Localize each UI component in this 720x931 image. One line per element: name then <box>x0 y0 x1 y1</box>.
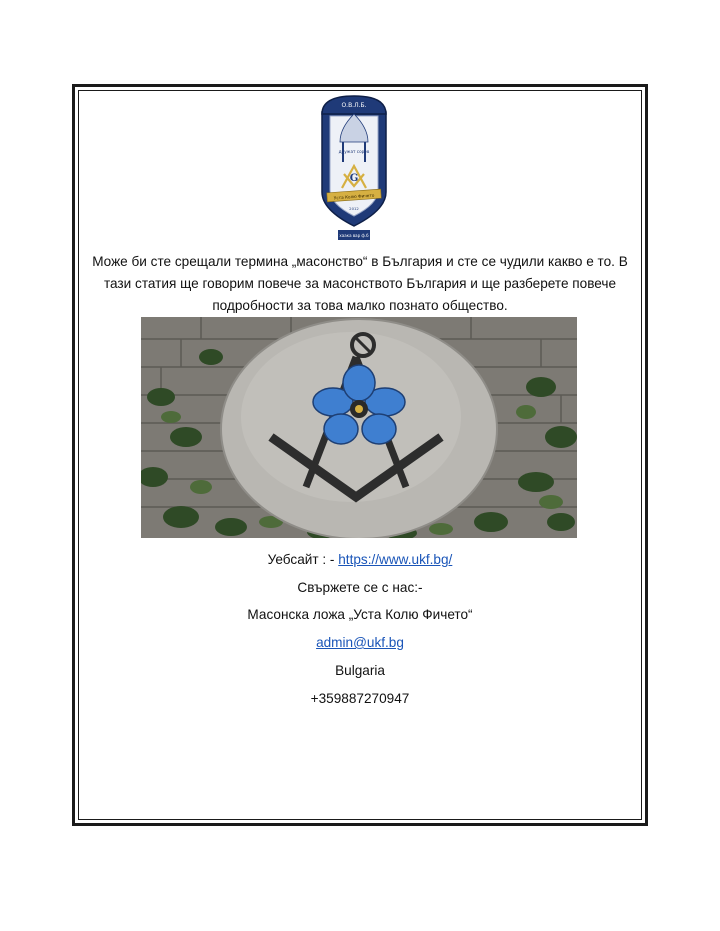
logo-letter: G <box>349 173 359 184</box>
logo-banner: Уста Колю Фичето <box>333 192 375 201</box>
website-label: Уебсайт : - <box>267 552 339 567</box>
logo-bottom-text: хаака вар ф.б <box>339 233 369 238</box>
masonic-stone-photo <box>141 317 577 538</box>
website-line <box>82 551 638 569</box>
lodge-name: Масонска ложа „Уста Колю Фичето“ <box>247 607 473 622</box>
logo-top-text: О.В.Л.Б. <box>341 102 367 109</box>
email-line <box>82 634 638 652</box>
phone-number: +359887270947 <box>310 691 410 706</box>
website-link[interactable]: https://www.ukf.bg/ <box>338 552 453 567</box>
email-link[interactable]: admin@ukf.bg <box>316 635 404 650</box>
logo-small-text: 2012 <box>349 206 359 211</box>
lodge-logo <box>318 92 390 242</box>
intro-paragraph: Може би сте срещали термина „масонство“ в България и сте се чудили какво е то. В тази статия ще говорим повече за масонството България и ще разберете повече подробности за това малко познато общество. <box>92 254 628 313</box>
country: Bulgaria <box>335 663 385 678</box>
logo-motto: дружат сорев <box>338 149 370 154</box>
contact-heading: Свържете се с нас:- <box>297 580 423 595</box>
